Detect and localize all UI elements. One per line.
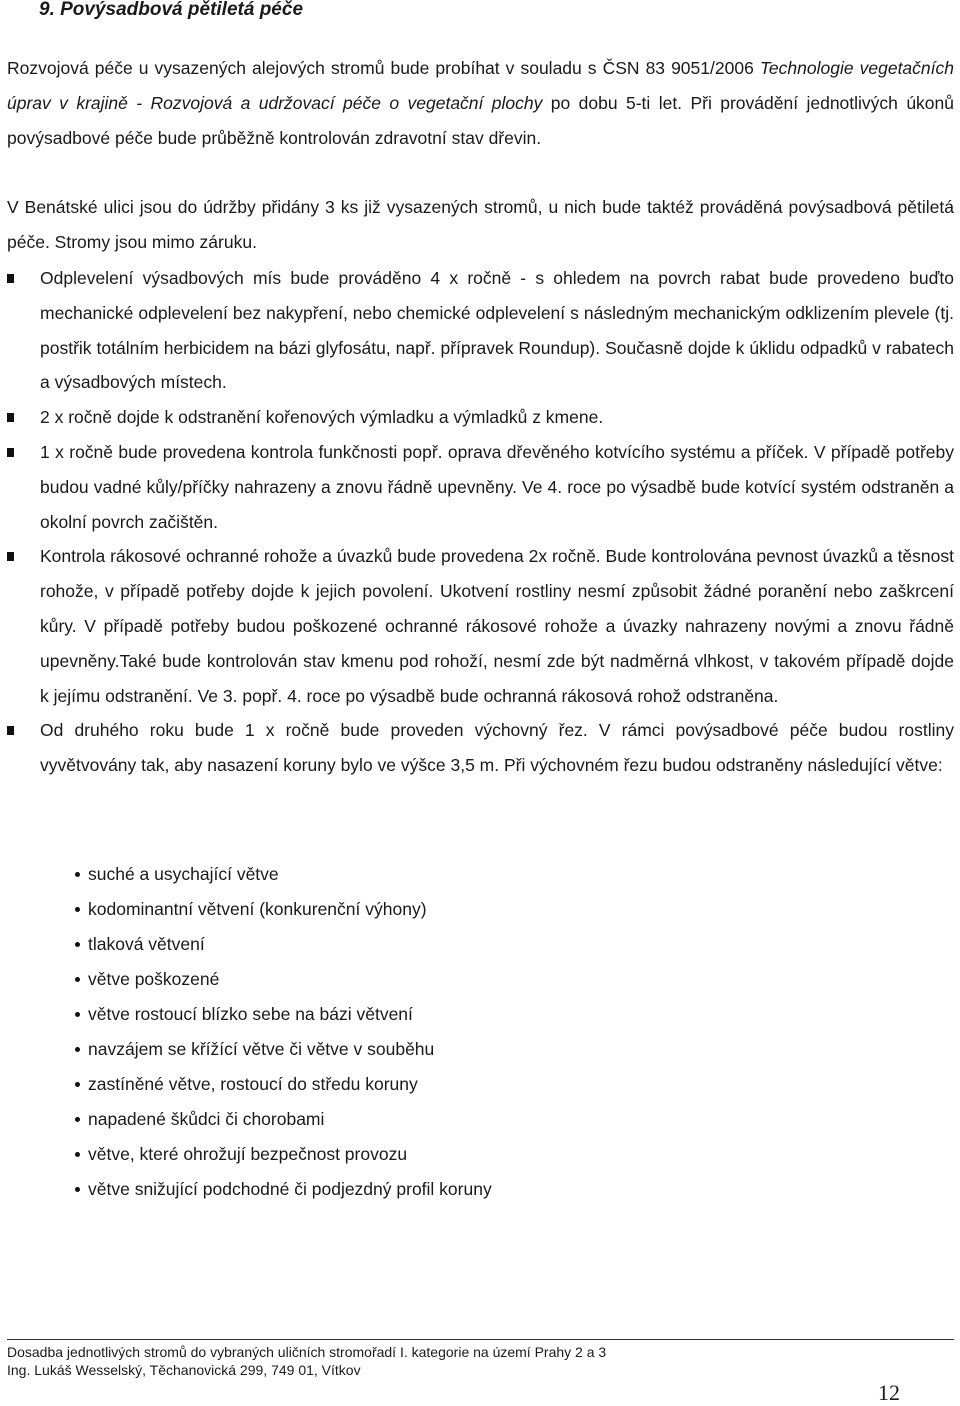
branch-item-text: zastíněné větve, rostoucí do středu koruny (88, 1074, 418, 1094)
footer-author: Ing. Lukáš Wesselský, Těchanovická 299, 749 01, Vítkov (7, 1362, 361, 1378)
section-heading: 9. Povýsadbová pětiletá péče (39, 0, 304, 20)
branch-item-text: kodominantní větvení (konkurenční výhony) (88, 899, 427, 919)
dot-bullet-icon (75, 1012, 80, 1017)
care-task-item (7, 400, 954, 435)
care-task-item (7, 713, 954, 783)
dot-bullet-icon (75, 872, 80, 877)
branch-item (75, 1067, 492, 1102)
branch-item (75, 1172, 492, 1207)
care-task-item (7, 261, 954, 400)
branch-item (75, 997, 492, 1032)
square-bullet-icon (7, 274, 14, 283)
page-number: 12 (878, 1380, 900, 1405)
square-bullet-icon (7, 726, 14, 735)
care-task-item (7, 539, 954, 713)
page-footer (7, 1339, 954, 1379)
dot-bullet-icon (75, 1117, 80, 1122)
dot-bullet-icon (75, 1047, 80, 1052)
dot-bullet-icon (75, 1082, 80, 1087)
branch-item-text: větve poškozené (88, 969, 220, 989)
branch-item-text: suché a usychající větve (88, 864, 279, 884)
intro-paragraph-1 (7, 51, 954, 155)
dot-bullet-icon (75, 977, 80, 982)
care-task-text: 2 x ročně dojde k odstranění kořenových výmladku a výmladků z kmene. (40, 407, 604, 428)
intro-text-b: po dobu 5-ti let. Při provádění jednotlivých úkonů povýsadbové péče bude průběžně kontrolován zdravotní stav dřevin. (7, 92, 954, 148)
footer-project-title: Dosadba jednotlivých stromů do vybraných uličních stromořadí I. kategorie na území Prahy 2 a 3 (7, 1344, 607, 1360)
branch-item-text: tlaková větvení (88, 934, 205, 954)
dot-bullet-icon (75, 907, 80, 912)
branch-item (75, 962, 492, 997)
care-task-text: Kontrola rákosové ochranné rohože a úvazků bude provedena 2x ročně. Bude kontrolována pevnost úvazků a těsnost rohože, v případě potřeby dojde k jejich povolení. Ukotvení rostliny nesmí způsobit žádné poranění nebo zaškrcení kůry. V případě potřeby budou poškozené ochranné rákosové rohože a úvazky nahrazeny novými a znovu řádně upevněny.Také bude kontrolován stav kmenu pod rohoží, nesmí zde být nadměrná vlhkost, v takovém případě dojde k jejímu odstranění. Ve 3. popř. 4. roce po výsadbě bude ochranná rákosová rohož odstraněna. (40, 546, 954, 706)
branch-item (75, 1137, 492, 1172)
care-task-list (7, 261, 954, 783)
branch-item (75, 1102, 492, 1137)
care-task-text: Od druhého roku bude 1 x ročně bude proveden výchovný řez. V rámci povýsadbové péče budou rostliny vyvětvovány tak, aby nasazení koruny bylo ve výšce 3,5 m. Při výchovném řezu budou odstraněny následující větve: (40, 720, 954, 776)
square-bullet-icon (7, 552, 14, 561)
standard-title: Technologie vegetačních úprav v krajině - Rozvojová a udržovací péče o vegetační plochy (7, 58, 954, 113)
branch-removal-list (75, 857, 492, 1207)
branch-item-text: větve rostoucí blízko sebe na bázi větvení (88, 1004, 413, 1024)
branch-item-text: větve, které ohrožují bezpečnost provozu (88, 1144, 408, 1164)
branch-item-text: větve snižující podchodné či podjezdný profil koruny (88, 1179, 492, 1199)
branch-item (75, 857, 492, 892)
care-task-text: 1 x ročně bude provedena kontrola funkčnosti popř. oprava dřevěného kotvícího systému a příček. V případě potřeby budou vadné kůly/příčky nahrazeny a znovu řádně upevněny. Ve 4. roce po výsadbě bude kotvící systém odstraněn a okolní povrch začištěn. (40, 441, 954, 532)
care-task-text: Odplevelení výsadbových mís bude prováděno 4 x ročně - s ohledem na povrch rabat bude provedeno buďto mechanické odplevelení bez nakypření, nebo chemické odplevelení s následným mechanickým odklizením plevele (tj. postřik totálním herbicidem na bázi glyfosátu, např. přípravek Roundup). Současně dojde k úklidu odpadků v rabatech a výsadbových místech. (40, 268, 954, 393)
care-task-item (7, 435, 954, 539)
branch-item (75, 1032, 492, 1067)
square-bullet-icon (7, 448, 14, 457)
branch-item (75, 892, 492, 927)
intro-text-a: Rozvojová péče u vysazených alejových stromů bude probíhat v souladu s ČSN 83 9051/2006 (7, 58, 760, 78)
branch-item-text: napadené škůdci či chorobami (88, 1109, 325, 1129)
branch-item (75, 927, 492, 962)
dot-bullet-icon (75, 1152, 80, 1157)
branch-item-text: navzájem se křížící větve či větve v souběhu (88, 1039, 435, 1059)
square-bullet-icon (7, 413, 14, 422)
intro-paragraph-2: V Benátské ulici jsou do údržby přidány 3 ks již vysazených stromů, u nich bude taktéž prováděná povýsadbová pětiletá péče. Stromy jsou mimo záruku. (7, 197, 954, 252)
dot-bullet-icon (75, 942, 80, 947)
dot-bullet-icon (75, 1187, 80, 1192)
